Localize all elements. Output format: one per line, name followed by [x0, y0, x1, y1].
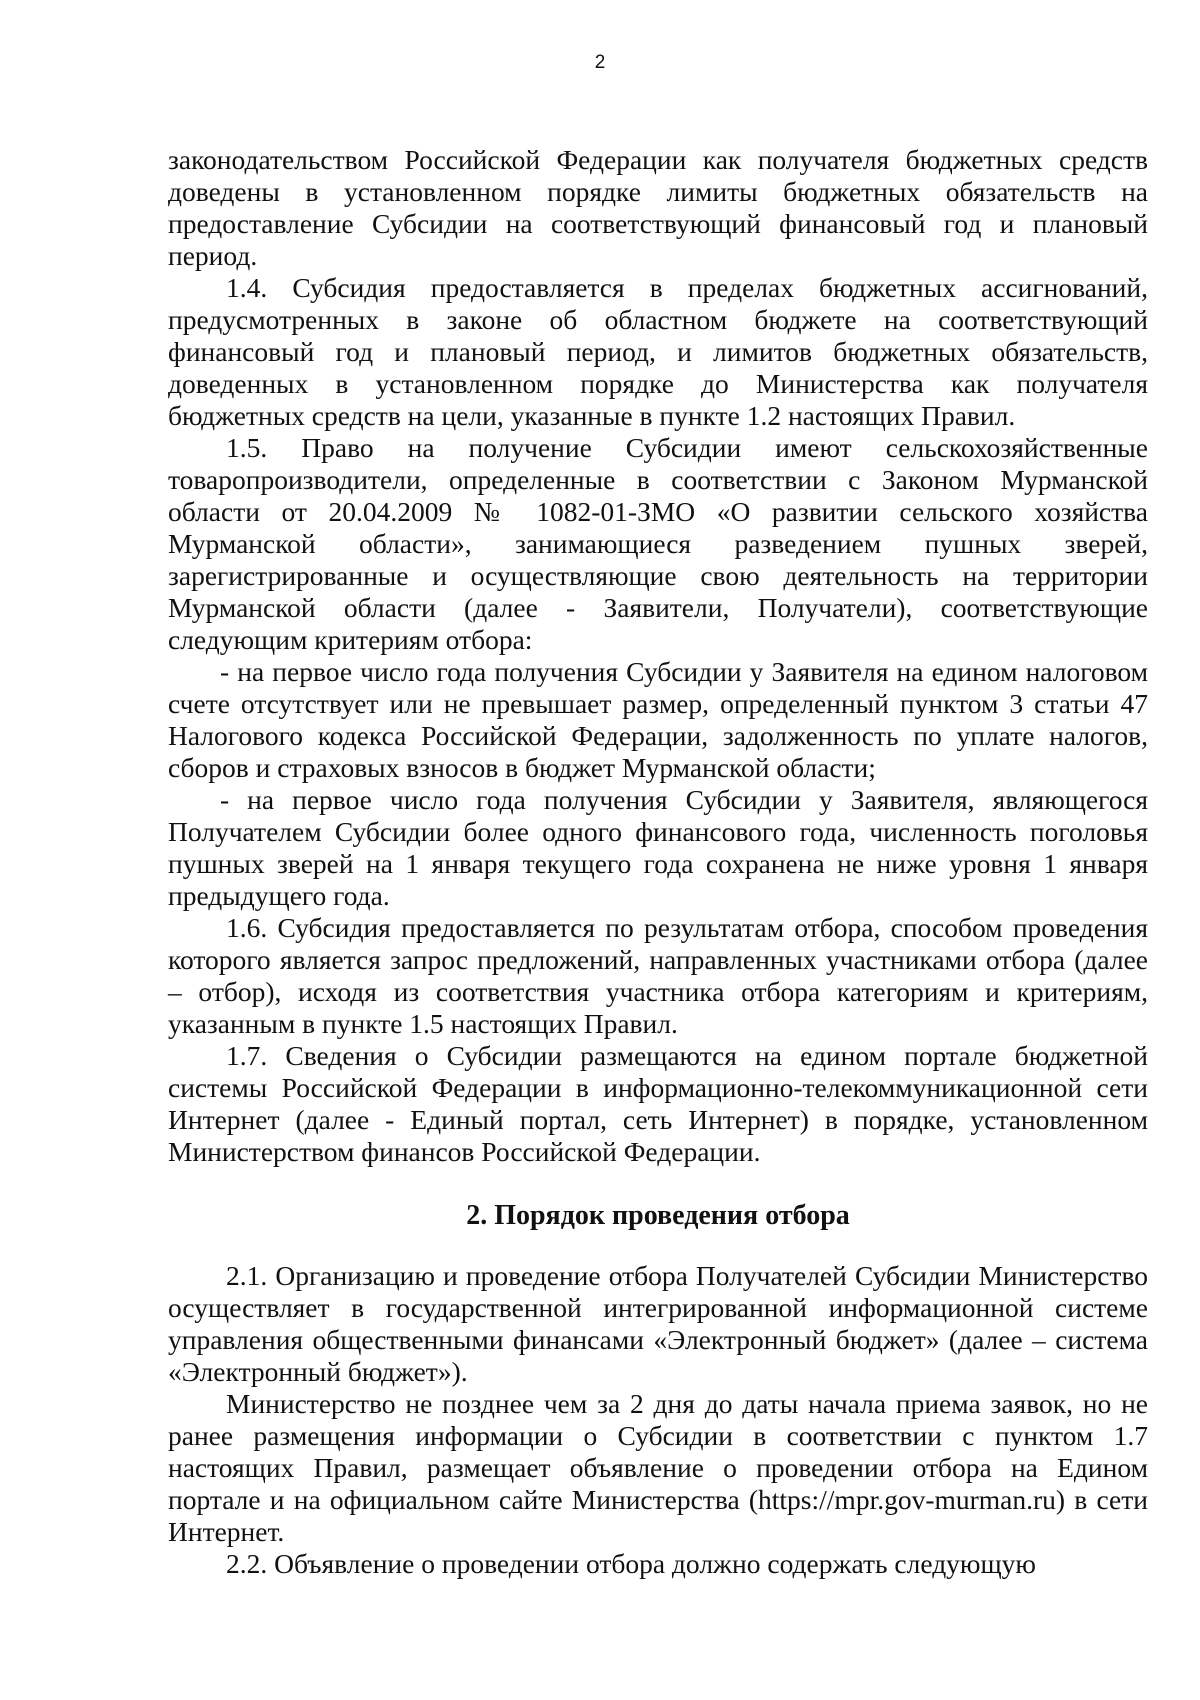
page-number: 2 — [594, 52, 606, 73]
paragraph: 1.5. Право на получение Субсидии имеют сельскохозяйственные товаропроизводители, определенные в соответствии с Законом Мурманской области от 20.04.2009 № 1082-01-ЗМО «О развитии сельского хозяйства Мурманской области», занимающиеся разведением пушных зверей, зарегистрированные и осуществляющие свою деятельность на территории Мурманской области (далее - Заявители, Получатели), соответствующие следующим критериям отбора: — [168, 432, 1148, 655]
list-item: - на первое число года получения Субсидии у Заявителя на едином налоговом счете отсутствует или не превышает размер, определенный пунктом 3 статьи 47 Налогового кодекса Российской Федерации, задолженность по уплате налогов, сборов и страховых взносов в бюджет Мурманской области; — [168, 656, 1148, 783]
paragraph: 1.6. Субсидия предоставляется по результатам отбора, способом проведения которого является запрос предложений, направленных участниками отбора (далее – отбор), исходя из соответствия участника отбора категориям и критериям, указанным в пункте 1.5 настоящих Правил. — [168, 912, 1148, 1039]
paragraphs-after — [168, 1260, 1148, 1580]
section-heading: 2. Порядок проведения отбора — [466, 1200, 850, 1231]
paragraph: 1.7. Сведения о Субсидии размещаются на едином портале бюджетной системы Российской Федерации в информационно-телекоммуникационной сети Интернет (далее - Единый портал, сеть Интернет) в порядке, установленном Министерством финансов Российской Федерации. — [168, 1040, 1148, 1167]
paragraph: 2.1. Организацию и проведение отбора Получателей Субсидии Министерство осуществляет в государственной интегрированной информационной системе управления общественными финансами «Электронный бюджет» (далее – система «Электронный бюджет»). — [168, 1260, 1148, 1387]
paragraph: 1.4. Субсидия предоставляется в пределах бюджетных ассигнований, предусмотренных в законе об областном бюджете на соответствующий финансовый год и плановый период, и лимитов бюджетных обязательств, доведенных в установленном порядке до Министерства как получателя бюджетных средств на цели, указанные в пункте 1.2 настоящих Правил. — [168, 272, 1148, 431]
paragraphs-before — [168, 144, 1148, 1168]
document-body — [168, 144, 1148, 1580]
paragraph: 2.2. Объявление о проведении отбора должно содержать следующую — [226, 1548, 1036, 1579]
paragraph: Министерство не позднее чем за 2 дня до даты начала приема заявок, но не ранее размещения информации о Субсидии в соответствии с пунктом 1.7 настоящих Правил, размещает объявление о проведении отбора на Едином портале и на официальном сайте Министерства (https://mpr.gov-murman.ru) в сети Интернет. — [168, 1388, 1148, 1547]
list-item: - на первое число года получения Субсидии у Заявителя, являющегося Получателем Субсидии более одного финансового года, численность поголовья пушных зверей на 1 января текущего года сохранена не ниже уровня 1 января предыдущего года. — [168, 784, 1148, 911]
paragraph: законодательством Российской Федерации как получателя бюджетных средств доведены в установленном порядке лимиты бюджетных обязательств на предоставление Субсидии на соответствующий финансовый год и плановый период. — [168, 144, 1148, 271]
